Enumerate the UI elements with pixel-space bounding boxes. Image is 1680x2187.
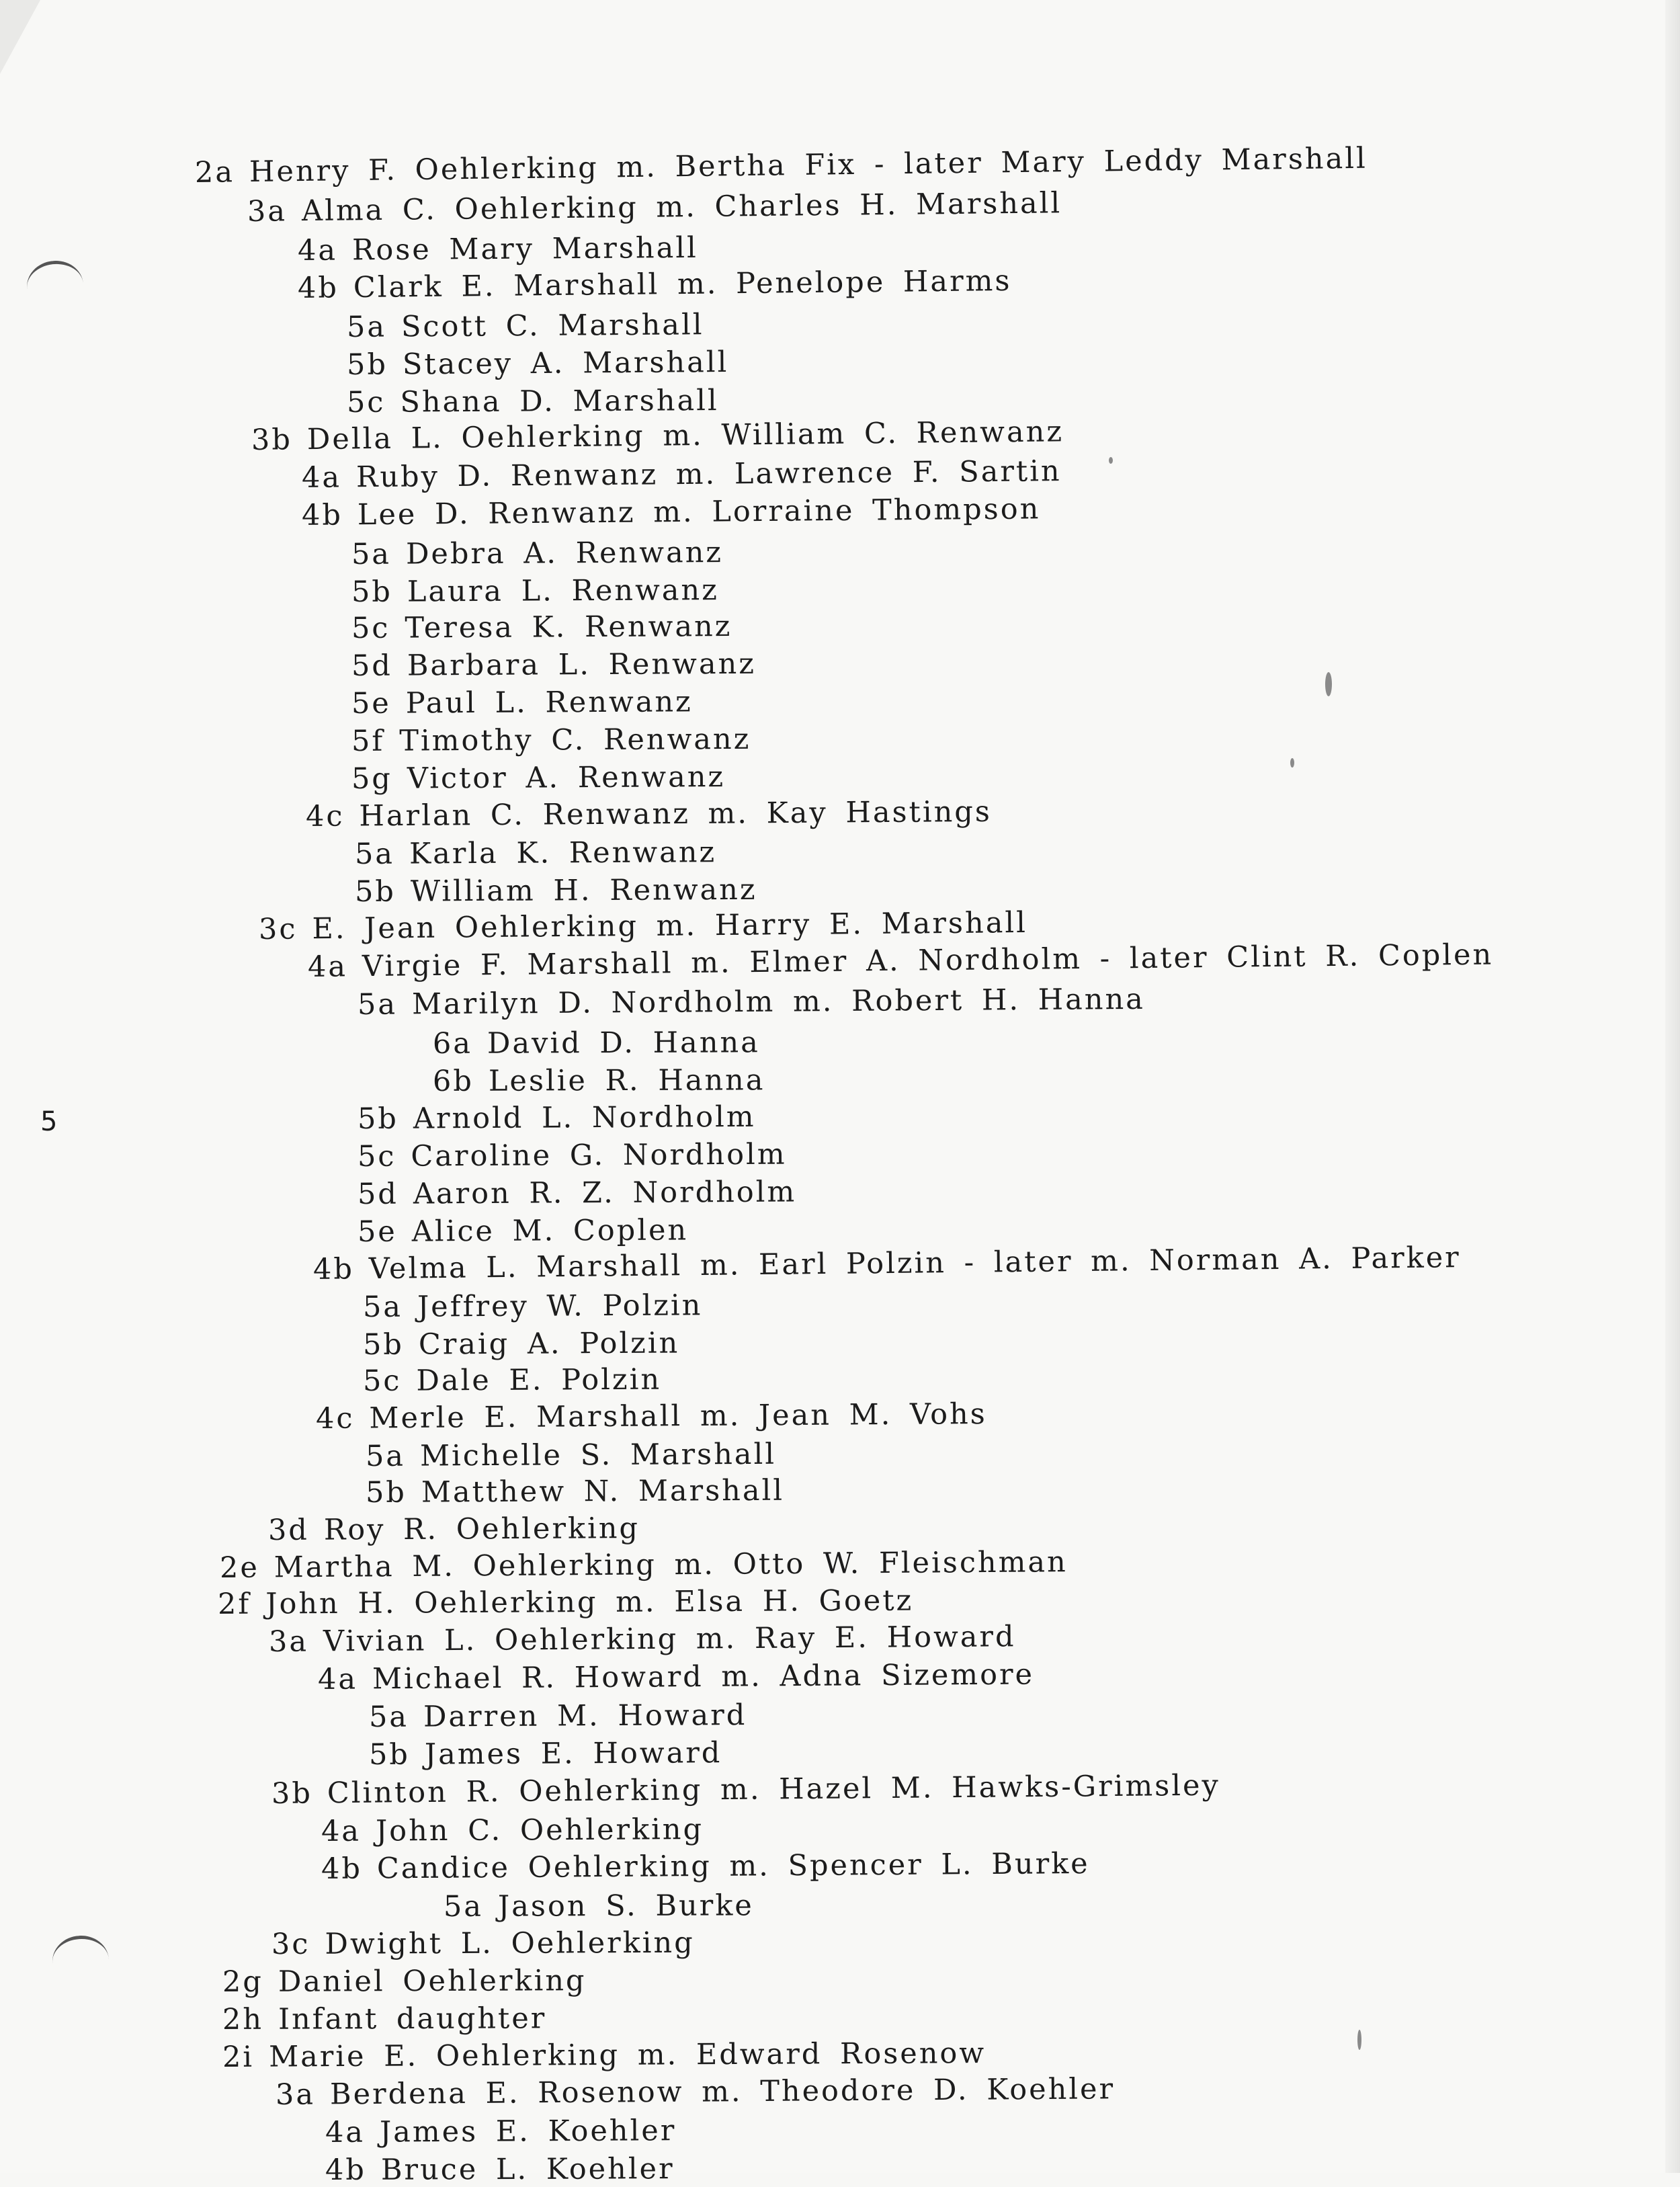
genealogy-entry	[302, 454, 1062, 495]
genealogy-entry	[366, 1474, 784, 1510]
person-name: Martha M. Oehlerking m. Otto W. Fleischman	[274, 1545, 1068, 1585]
scan-speck	[1357, 2030, 1361, 2050]
generation-code: 5a	[443, 1889, 484, 1924]
person-name: William H. Renwanz	[410, 872, 757, 909]
generation-code: 3d	[267, 1513, 310, 1547]
person-name: Marie E. Oehlerking m. Edward Rosenow	[268, 2036, 986, 2074]
genealogy-entry	[251, 415, 1064, 457]
genealogy-entry	[325, 2114, 677, 2149]
person-name: John C. Oehlerking	[375, 1813, 704, 1848]
genealogy-entry	[222, 1964, 587, 1999]
generation-code: 3c	[258, 912, 298, 946]
generation-code: 5b	[368, 1737, 411, 1772]
person-name: David D. Hanna	[487, 1026, 760, 1061]
generation-code: 5c	[351, 611, 390, 645]
genealogy-entry	[363, 1363, 661, 1398]
person-name: Debra A. Renwanz	[405, 536, 724, 571]
page-right-edge	[1665, 0, 1680, 2173]
person-name: Clark E. Marshall m. Penelope Harms	[353, 263, 1012, 305]
generation-code: 5b	[362, 1327, 405, 1362]
genealogy-entry	[271, 1926, 695, 1961]
person-name: Timothy C. Renwanz	[399, 722, 751, 758]
generation-code: 5a	[351, 537, 392, 571]
genealogy-entry	[351, 610, 732, 645]
genealogy-entry	[222, 2036, 986, 2074]
page-number: 5	[40, 1106, 58, 1137]
generation-code: 4b	[312, 1252, 355, 1286]
generation-code: 3c	[271, 1927, 310, 1961]
genealogy-entry	[358, 1100, 756, 1136]
generation-code: 4a	[301, 460, 342, 495]
person-name: Jeffrey W. Polzin	[417, 1288, 703, 1324]
person-name: Dwight L. Oehlerking	[325, 1926, 695, 1961]
generation-code: 3a	[247, 194, 288, 229]
generation-code: 2h	[222, 2002, 264, 2036]
genealogy-entry	[444, 1889, 754, 1924]
genealogy-entry	[302, 492, 1041, 532]
generation-code: 2f	[217, 1587, 251, 1621]
person-name: Teresa K. Renwanz	[405, 610, 732, 645]
genealogy-entry	[271, 1769, 1220, 1811]
person-name: Daniel Oehlerking	[278, 1964, 587, 1999]
genealogy-entry	[355, 873, 757, 909]
generation-code: 5a	[362, 1290, 403, 1324]
genealogy-entry	[351, 536, 723, 571]
person-name: Infant daughter	[278, 2002, 547, 2036]
generation-code: 4a	[325, 2115, 366, 2149]
genealogy-entry	[321, 1813, 704, 1848]
genealogy-entry	[318, 1658, 1034, 1696]
generation-code: 5f	[351, 724, 385, 758]
genealogy-entry	[358, 983, 1145, 1022]
generation-code: 4a	[317, 1662, 358, 1696]
genealogy-entry	[369, 1698, 747, 1734]
genealogy-entry	[351, 573, 719, 609]
generation-code: 5c	[346, 385, 386, 419]
person-name: James E. Koehler	[379, 2114, 677, 2149]
person-name: Della L. Oehlerking m. William C. Renwanz	[306, 415, 1064, 457]
genealogy-entry	[220, 1545, 1068, 1585]
genealogy-entry	[351, 760, 725, 796]
generation-code: 5c	[357, 1139, 396, 1173]
person-name: Henry F. Oehlerking m. Bertha Fix - later Mary Leddy Marshall	[249, 141, 1368, 190]
generation-code: 4b	[321, 1852, 363, 1886]
person-name: James E. Howard	[424, 1736, 722, 1772]
generation-code: 4b	[301, 498, 343, 532]
person-name: Michael R. Howard m. Adna Sizemore	[372, 1657, 1035, 1696]
generation-code: 5e	[357, 1214, 397, 1249]
genealogy-entry	[351, 647, 756, 683]
generation-code: 4b	[297, 271, 339, 305]
genealogy-entry	[358, 1138, 787, 1173]
genealogy-entry	[268, 1512, 640, 1547]
genealogy-entry	[363, 1288, 703, 1324]
person-name: Clinton R. Oehlerking m. Hazel M. Hawks-Grimsley	[327, 1768, 1220, 1811]
genealogy-entry	[298, 231, 698, 267]
person-name: Scott C. Marshall	[401, 308, 704, 344]
generation-code: 3a	[275, 2077, 316, 2112]
person-name: Paul L. Renwanz	[405, 685, 693, 720]
person-name: Berdena E. Rosenow m. Theodore D. Koehler	[329, 2072, 1116, 2112]
person-name: Bruce L. Koehler	[380, 2152, 675, 2187]
person-name: Barbara L. Renwanz	[407, 647, 757, 683]
generation-code: 5a	[346, 310, 387, 344]
generation-code: 4b	[325, 2153, 366, 2187]
page-corner-fold	[0, 0, 40, 74]
genealogy-entry	[355, 835, 716, 871]
generation-code: 4c	[305, 799, 345, 833]
person-name: Caroline G. Nordholm	[411, 1137, 787, 1173]
person-name: Harlan C. Renwanz m. Kay Hastings	[359, 794, 993, 833]
person-name: Virgie F. Marshall m. Elmer A. Nordholm - later Clint R. Coplen	[362, 938, 1494, 984]
generation-code: 4a	[297, 233, 338, 267]
person-name: Candice Oehlerking m. Spencer L. Burke	[376, 1847, 1090, 1886]
genealogy-entry	[351, 685, 693, 720]
genealogy-entry	[218, 1584, 913, 1621]
genealogy-entry	[325, 2152, 675, 2187]
generation-code: 3b	[271, 1776, 313, 1811]
generation-code: 5b	[351, 575, 393, 609]
generation-code: 2e	[219, 1551, 259, 1585]
genealogy-entry	[433, 1026, 760, 1061]
generation-code: 5b	[365, 1475, 407, 1510]
person-name: Jason S. Burke	[497, 1889, 754, 1924]
genealogy-entry	[363, 1327, 680, 1362]
generation-code: 5a	[365, 1439, 406, 1473]
generation-code: 2a	[194, 155, 235, 190]
person-name: Leslie R. Hanna	[488, 1063, 765, 1098]
generation-code: 6b	[432, 1064, 474, 1098]
genealogy-entry	[308, 938, 1494, 984]
generation-code: 5e	[351, 686, 391, 720]
scan-speck	[1109, 457, 1113, 464]
generation-code: 4a	[307, 950, 348, 984]
genealogy-entry	[259, 906, 1027, 946]
generation-code: 2i	[222, 2040, 255, 2074]
genealogy-entry	[247, 186, 1062, 229]
person-name: Karla K. Renwanz	[409, 835, 717, 871]
binder-hole-mark-top	[24, 258, 85, 314]
generation-code: 5b	[354, 874, 396, 909]
person-name: Alice M. Coplen	[411, 1213, 689, 1249]
person-name: John H. Oehlerking m. Elsa H. Goetz	[265, 1583, 914, 1621]
genealogy-entry	[369, 1736, 722, 1772]
generation-code: 5b	[346, 347, 388, 382]
genealogy-entry	[306, 795, 992, 833]
person-name: Roy R. Oehlerking	[323, 1512, 640, 1547]
genealogy-entry	[269, 1620, 1016, 1659]
genealogy-entry	[316, 1397, 987, 1436]
generation-code: 4a	[321, 1814, 362, 1848]
person-name: Matthew N. Marshall	[421, 1473, 785, 1510]
person-name: Laura L. Renwanz	[407, 573, 719, 609]
genealogy-entry	[298, 264, 1012, 305]
person-name: Merle E. Marshall m. Jean M. Vohs	[369, 1397, 987, 1436]
person-name: Shana D. Marshall	[400, 384, 719, 419]
genealogy-entry	[195, 142, 1368, 190]
person-name: Victor A. Renwanz	[407, 760, 726, 796]
scan-speck	[1325, 672, 1332, 696]
generation-code: 5d	[357, 1177, 399, 1211]
genealogy-entry	[347, 384, 719, 419]
person-name: Velma L. Marshall m. Earl Polzin - later m. Norman A. Parker	[368, 1241, 1461, 1286]
generation-code: 3b	[251, 423, 293, 457]
binder-hole-mark-bottom	[50, 1934, 110, 1988]
genealogy-entry	[433, 1063, 765, 1098]
person-name: Michelle S. Marshall	[419, 1437, 777, 1473]
person-name: Craig A. Polzin	[418, 1326, 680, 1362]
generation-code: 6a	[432, 1026, 473, 1061]
generation-code: 5a	[357, 987, 398, 1022]
person-name: Marilyn D. Nordholm m. Robert H. Hanna	[411, 982, 1146, 1022]
generation-code: 5a	[368, 1700, 409, 1734]
generation-code: 5d	[351, 649, 393, 683]
genealogy-entry	[347, 308, 704, 344]
scan-speck	[1290, 758, 1294, 768]
person-name: Vivian L. Oehlerking m. Ray E. Howard	[323, 1620, 1016, 1659]
generation-code: 4c	[315, 1401, 355, 1436]
genealogy-entry	[351, 723, 751, 758]
generation-code: 2g	[222, 1965, 263, 1999]
person-name: Stacey A. Marshall	[402, 345, 729, 382]
genealogy-entry	[222, 2002, 546, 2036]
person-name: Alma C. Oehlerking m. Charles H. Marshall	[301, 186, 1062, 229]
generation-code: 5g	[351, 761, 393, 796]
genealogy-entry	[347, 345, 729, 382]
genealogy-entry	[321, 1847, 1090, 1886]
genealogy-entry	[366, 1438, 776, 1473]
generation-code: 5c	[362, 1364, 402, 1398]
person-name: Arnold L. Nordholm	[413, 1100, 756, 1136]
person-name: Rose Mary Marshall	[351, 231, 698, 267]
person-name: Darren M. Howard	[423, 1698, 747, 1734]
genealogy-entry	[358, 1213, 688, 1249]
generation-code: 3a	[268, 1624, 309, 1659]
genealogy-entry	[276, 2072, 1115, 2112]
person-name: Lee D. Renwanz m. Lorraine Thompson	[357, 492, 1041, 532]
person-name: Dale E. Polzin	[416, 1362, 662, 1398]
generation-code: 5a	[354, 837, 395, 871]
generation-code: 5b	[357, 1102, 399, 1136]
person-name: Aaron R. Z. Nordholm	[413, 1175, 797, 1211]
genealogy-entry	[358, 1175, 797, 1211]
person-name: Ruby D. Renwanz m. Lawrence F. Sartin	[355, 454, 1062, 495]
person-name: E. Jean Oehlerking m. Harry E. Marshall	[312, 906, 1028, 946]
